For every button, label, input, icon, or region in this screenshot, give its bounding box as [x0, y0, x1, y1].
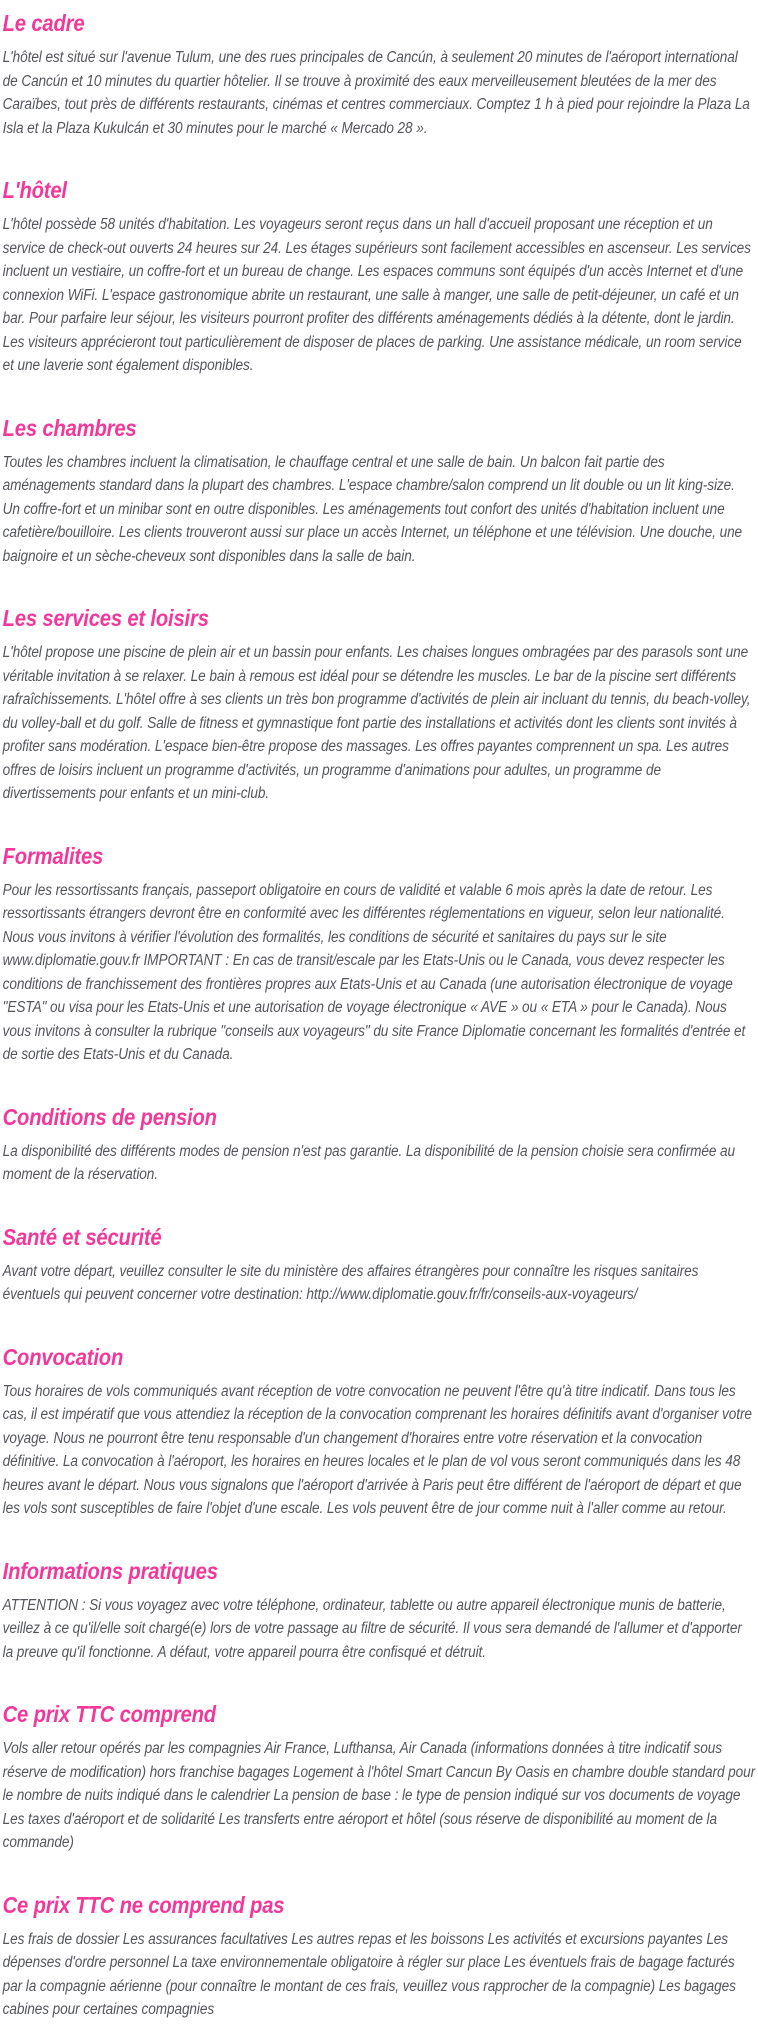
section-body-convocation: Tous horaires de vols communiqués avant réception de votre convocation ne peuvent l'être qu'à titre indicatif. Dans tous les cas, il est impératif que vous attendiez la réception de la convocation comprenant les horaires définitifs avant d'organiser votre voyage. Nous ne pourront être tenu responsable d'un changement d'horaires entre votre réservation et la convocation définitive. La convocation à l'aéroport, les horaires en heures locales et le plan de vol vous seront communiqués dans les 48 heures avant le départ. Nous vous signalons que l'aéroport d'arrivée à Paris peut être différent de l'aéroport de départ et que les vols sont susceptibles de faire l'objet d'une escale. Les vols peuvent être de jour comme nuit à l'aller comme au retour.	[2, 1382, 752, 1517]
section-les-services-et-loisirs	[3, 603, 755, 806]
section-body-l-hotel: L'hôtel possède 58 unités d'habitation. Les voyageurs seront reçus dans un hall d'accueil proposant une réception et un service de check-out ouverts 24 heures sur 24. Les étages supérieurs sont facilement accessibles en ascenseur. Les services incluent un vestiaire, un coffre-fort et un bureau de change. Les espaces communs sont équipés d'un accès Internet et d'une connexion WiFi. L'espace gastronomique abrite un restaurant, une salle à manger, une salle de petit-déjeuner, un café et un bar. Pour parfaire leur séjour, les visiteurs pourront profiter des différents aménagements dédiés à la détente, dont le jardin. Les visiteurs apprécieront tout particulièrement de disposer de places de parking. Une assistance médicale, un room service et une laverie sont également disponibles.	[2, 216, 751, 374]
section-body-conditions-de-pension: La disponibilité des différents modes de pension n'est pas garantie. La disponibilité de la pension choisie sera confirmée au moment de la réservation.	[2, 1142, 735, 1183]
section-title-sante-et-securite: Santé et sécurité	[2, 1223, 162, 1250]
section-convocation	[3, 1342, 755, 1521]
section-l-hotel	[3, 175, 755, 378]
section-title-informations-pratiques: Informations pratiques	[2, 1557, 218, 1584]
section-title-l-hotel: L'hôtel	[2, 177, 67, 203]
section-title-convocation: Convocation	[2, 1343, 124, 1370]
section-title-les-chambres: Les chambres	[2, 414, 137, 441]
section-title-formalites: Formalites	[2, 842, 104, 869]
section-sante-et-securite	[3, 1222, 755, 1307]
section-conditions-de-pension	[3, 1102, 755, 1187]
section-body-le-cadre: L'hôtel est situé sur l'avenue Tulum, une des rues principales de Cancún, à seulement 20 minutes de l'aéroport international de Cancún et 10 minutes du quartier hôtelier. Il se trouve à proximité des eaux merveilleusement bleutées de la mer des Caraïbes, tout près de différents restaurants, cinémas et centres commerciaux. Comptez 1 h à pied pour rejoindre la Plaza La Isla et la Plaza Kukulcán et 30 minutes pour le marché « Mercado 28 ».	[2, 49, 750, 137]
section-body-informations-pratiques: ATTENTION : Si vous voyagez avec votre téléphone, ordinateur, tablette ou autre appareil électronique munis de batterie, veillez à ce qu'il/elle soit chargé(e) lors de votre passage au filtre de sécurité. Il vous sera demandé de l'allumer et d'apporter la preuve qu'il fonctionne. A défaut, votre appareil pourra être confisqué et détruit.	[2, 1596, 742, 1661]
section-le-cadre	[3, 8, 755, 140]
section-informations-pratiques	[3, 1556, 755, 1665]
section-title-ce-prix-ttc-ne-comprend-pas: Ce prix TTC ne comprend pas	[2, 1891, 285, 1918]
section-title-conditions-de-pension: Conditions de pension	[2, 1103, 217, 1130]
section-title-ce-prix-ttc-comprend: Ce prix TTC comprend	[2, 1701, 216, 1727]
section-body-sante-et-securite: Avant votre départ, veuillez consulter le site du ministère des affaires étrangères pour connaître les risques sanitaires éventuels qui peuvent concerner votre destination: http://www.diplomatie.gouv.fr/fr/conseils-aux-voyageurs/	[2, 1262, 699, 1303]
section-title-les-services-et-loisirs: Les services et loisirs	[2, 605, 209, 631]
section-body-les-chambres: Toutes les chambres incluent la climatisation, le chauffage central et une salle de bain. Un balcon fait partie des aménagements standard dans la plupart des chambres. L'espace chambre/salon comprend un lit double ou un lit king-size. Un coffre-fort et un minibar sont en outre disponibles. Les aménagements tout confort des unités d'habitation incluent une cafetière/bouilloire. Les clients trouveront aussi sur place un accès Internet, un téléphone et une télévision. Une douche, une baignoire et un sèche-cheveux sont disponibles dans la salle de bain.	[2, 453, 743, 565]
section-formalites	[3, 841, 755, 1067]
section-ce-prix-ttc-ne-comprend-pas	[3, 1890, 755, 2022]
section-body-ce-prix-ttc-ne-comprend-pas: Les frais de dossier Les assurances facultatives Les autres repas et les boissons Les activités et excursions payantes Les dépenses d'ordre personnel La taxe environnementale obligatoire à régler sur place Les éventuels frais de bagage facturés par la compagnie aérienne (pour connaître le montant de ces frais, veuillez vous rapprocher de la compagnie) Les bagages cabines pour certaines compagnies	[2, 1930, 736, 2018]
section-les-chambres	[3, 413, 755, 569]
section-body-ce-prix-ttc-comprend: Vols aller retour opérés par les compagnies Air France, Lufthansa, Air Canada (informations données à titre indicatif sous réserve de modification) hors franchise bagages Logement à l'hôtel Smart Cancun By Oasis en chambre double standard pour le nombre de nuits indiqué dans le calendrier La pension de base : le type de pension indiqué sur vos documents de voyage Les taxes d'aéroport et de solidarité Les transferts entre aéroport et hôtel (sous réserve de disponibilité au moment de la commande)	[2, 1740, 756, 1851]
section-body-formalites: Pour les ressortissants français, passeport obligatoire en cours de validité et valable 6 mois après la date de retour. Les ressortissants étrangers devront être en conformité avec les différentes réglementations en vigueur, selon leur nationalité. Nous vous invitons à vérifier l'évolution des formalités, les conditions de sécurité et sanitaires du pays sur le site www.diplomatie.gouv.fr IMPORTANT : En cas de transit/escale par les Etats-Unis ou le Canada, vous devez respecter les conditions de franchissement des frontières propres aux Etats-Unis et au Canada (une autorisation électronique de voyage "ESTA" ou visa pour les Etats-Unis et une autorisation de voyage électronique « AVE » ou « ETA » pour le Canada). Nous vous invitons à consulter la rubrique "conseils aux voyageurs" du site France Diplomatie concernant les formalités d'entrée et de sortie des Etats-Unis et du Canada.	[2, 881, 746, 1063]
section-body-les-services-et-loisirs: L'hôtel propose une piscine de plein air et un bassin pour enfants. Les chaises longues ombragées par des parasols sont une véritable invitation à se relaxer. Le bain à remous est idéal pour se détendre les muscles. Le bar de la piscine sert différents rafraîchissements. L'hôtel offre à ses clients un très bon programme d'activités de plein air incluant du tennis, du beach-volley, du volley-ball et du golf. Salle de fitness et gymnastique font partie des installations et activités dont les clients sont invités à profiter sans modération. L'espace bien-être propose des massages. Les offres payantes comprennent un spa. Les autres offres de loisirs incluent un programme d'activités, un programme d'animations pour adultes, un programme de divertissements pour enfants et un mini-club.	[2, 644, 751, 802]
section-title-le-cadre: Le cadre	[2, 10, 85, 36]
section-ce-prix-ttc-comprend	[3, 1699, 755, 1855]
